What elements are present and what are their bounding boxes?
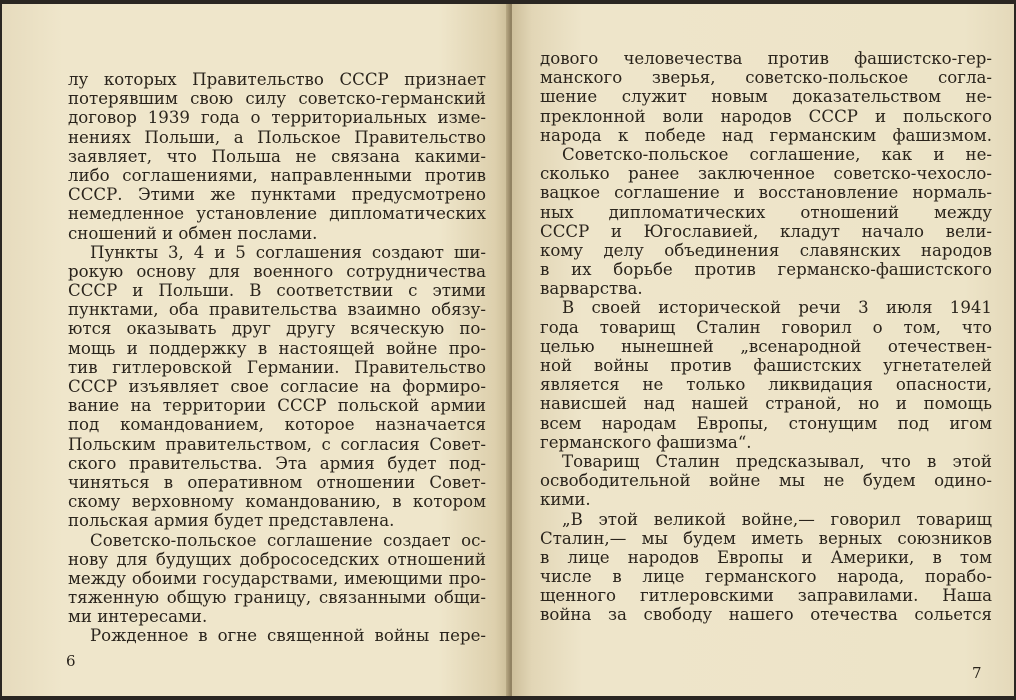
text-line: либо соглашениями, направленными против [68, 165, 486, 185]
text-line: немедленное установление дипломатических [68, 204, 486, 224]
text-line: вацкое соглашение и восстановление нормаль- [540, 183, 992, 203]
text-line: дового человечества против фашистско-гер- [540, 49, 992, 68]
text-line: СССР и Югославией, кладут начало вели- [540, 221, 992, 241]
text-line: ми интересами. [68, 607, 208, 627]
left-page [2, 4, 510, 696]
text-line: Советско-польское соглашение, как и не- [562, 144, 992, 164]
text-line: манского зверья, советско-польское согла- [540, 68, 992, 88]
text-line: заявляет, что Польша не связана какими- [68, 146, 486, 166]
text-line: числе в лице германского народа, порабо- [540, 567, 992, 587]
text-line: вание на территории СССР польской армии [68, 396, 486, 416]
text-line: польская армия будет представлена. [68, 511, 395, 531]
text-line: под командованием, которое назначается [68, 415, 486, 435]
text-line: пунктами, оба правительства взаимно обязу- [68, 300, 486, 320]
text-line: СССР и Польши. В соответствии с этими [68, 281, 486, 301]
text-line: „В этой великой войне,— говорил товарищ [562, 509, 992, 529]
text-line: тив гитлеровской Германии. Правительство [68, 357, 486, 377]
right-page-text [540, 49, 992, 625]
text-line: Пункты 3, 4 и 5 соглашения создают ши- [90, 242, 486, 262]
text-line: кими. [540, 490, 591, 510]
text-line: целью нынешней „всенародной отечествен- [540, 336, 992, 356]
text-line: ются оказывать друг другу всяческую по- [68, 319, 486, 339]
right-page [512, 4, 1014, 696]
left-page-number: 6 [66, 652, 76, 670]
text-line: в лице народов Европы и Америки, в том [540, 547, 992, 567]
text-line: ной войны против фашистских угнетателей [540, 356, 992, 375]
text-line: варварства. [540, 279, 643, 299]
text-line: война за свободу нашего отечества сольется [540, 605, 992, 625]
text-line: всем народам Европы, стонущим под игом [540, 413, 992, 433]
text-line: договор 1939 года о территориальных изме- [68, 108, 486, 128]
text-line: Советско-польское соглашение создает ос- [90, 530, 486, 550]
text-line: мощь и поддержку в настоящей войне про- [68, 338, 486, 358]
text-line: чиняться в оперативном отношении Совет- [68, 472, 486, 492]
text-line: шение служит новым доказательством не- [540, 87, 992, 107]
text-line: кому делу объединения славянских народов [540, 240, 992, 260]
text-line: Сталин,— мы будем иметь верных союзников [540, 528, 992, 548]
text-line: скому верховному командованию, в котором [68, 492, 486, 512]
text-line: германского фашизма“. [540, 432, 752, 452]
text-line: между обоими государствами, имеющими про- [68, 568, 486, 588]
text-line: нависшей над нашей страной, но и помощь [540, 394, 992, 414]
text-line: СССР изъявляет свое согласие на формиро- [68, 377, 486, 396]
text-line: тяженную общую границу, связанными общи- [68, 588, 486, 608]
text-line: сколько ранее заключенное советско-чехосло- [540, 164, 992, 184]
text-line: потерявшим свою силу советско-германский [68, 89, 486, 109]
text-line: рокую основу для военного сотрудничества [68, 261, 486, 281]
text-line: нениях Польши, а Польское Правительство [68, 127, 486, 147]
text-line: сношений и обмен послами. [68, 223, 318, 243]
text-line: Товарищ Сталин предсказывал, что в этой [562, 451, 992, 471]
text-line: Рожденное в огне священной войны пере- [90, 626, 486, 646]
text-line: года товарищ Сталин говорил о том, что [540, 317, 992, 337]
right-page-number: 7 [972, 664, 982, 682]
text-line: лу которых Правительство СССР признает [68, 70, 486, 89]
text-line: нову для будущих добрососедских отношений [68, 549, 486, 569]
text-line: освободительной войне мы не будем одино- [540, 471, 992, 491]
left-page-text [68, 70, 486, 646]
text-line: СССР. Этими же пунктами предусмотрено [68, 185, 486, 205]
text-line: Польским правительством, с согласия Совет- [68, 434, 486, 454]
text-line: В своей исторической речи 3 июля 1941 [562, 298, 992, 318]
text-line: народа к победе над германским фашизмом. [540, 125, 992, 145]
text-line: щенного гитлеровскими заправилами. Наша [540, 586, 992, 606]
text-line: преклонной воли народов СССР и польского [540, 106, 992, 126]
text-line: ных дипломатических отношений между [540, 202, 992, 222]
text-line: ского правительства. Эта армия будет под- [68, 453, 486, 473]
text-line: в их борьбе против германско-фашистского [540, 260, 992, 280]
text-line: является не только ликвидация опасности, [540, 375, 992, 395]
